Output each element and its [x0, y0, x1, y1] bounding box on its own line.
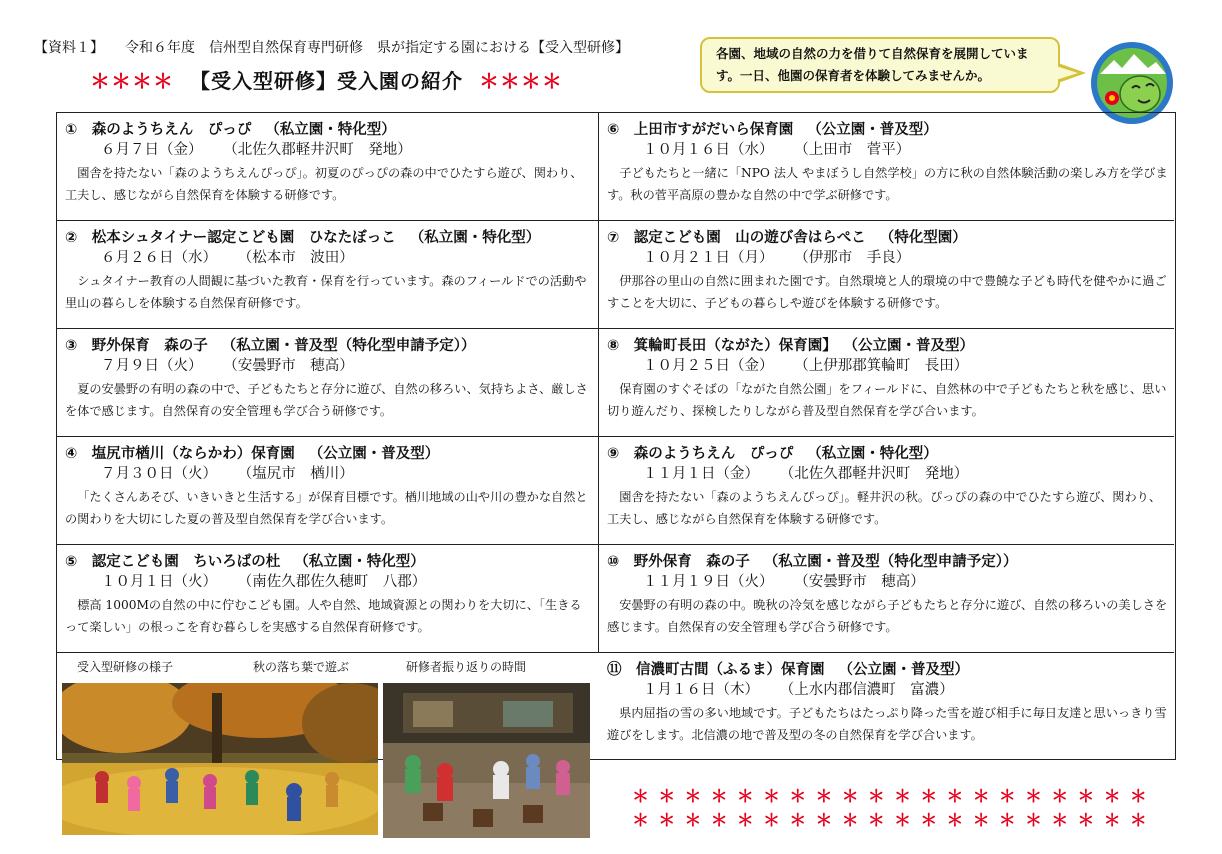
photo-caption: 受入型研修の様子	[77, 660, 174, 674]
title-text: 【受入型研修】受入園の紹介	[189, 69, 463, 93]
entry-date: ６月７日（金）	[101, 142, 203, 158]
entry-description: シュタイナー教育の人間観に基づいた教育・保育を行っています。森のフィールドでの活動や里山の暮らしを体験する自然保育研修です。	[65, 274, 587, 310]
entry-card-6	[599, 113, 1174, 221]
entry-description: 夏の安曇野の有明の森の中で、子どもたちと存分に遊び、自然の移ろい、気持ちよさ、厳しさを体で感じます。自然保育の安全管理も学び合う研修です。	[65, 382, 588, 418]
entry-location: （塩尻市 楢川）	[245, 466, 354, 482]
entry-title: ⑩ 野外保育 森の子	[607, 554, 750, 570]
entry-card-5	[57, 545, 599, 653]
entry-location: （伊那市 手良）	[801, 250, 911, 266]
entry-date: １０月２１日（月）	[643, 250, 774, 266]
entry-location: （松本市 波田）	[245, 250, 354, 266]
entry-location: （上田市 菅平）	[801, 142, 911, 158]
entry-title: ⑧ 箕輪町長田（ながた）保育園】	[607, 338, 837, 354]
entry-card-3	[57, 329, 599, 437]
entry-title: ⑤ 認定こども園 ちいろばの杜	[65, 554, 281, 570]
entry-location: （上水内郡信濃町 富濃）	[787, 682, 954, 698]
entry-location: （上伊那郡箕輪町 長田）	[801, 358, 969, 374]
entry-card-9	[599, 437, 1174, 545]
page-title	[90, 65, 563, 94]
entries-grid	[56, 112, 1176, 760]
photo-caption: 秋の落ち葉で遊ぶ	[253, 660, 350, 674]
footer-stars-row-2: ＊＊＊＊＊＊＊＊＊＊＊＊＊＊＊＊＊＊＊＊	[632, 811, 1156, 831]
entry-title: ⑨ 森のようちえん ぴっぴ	[607, 446, 794, 462]
entry-description: 安曇野の有明の森の中。晩秋の冷気を感じながら子どもたちと存分に遊び、自然の移ろいの美しさを感じます。自然保育の安全管理も学び合う研修です。	[607, 598, 1168, 634]
entry-type: （公立園・普及型）	[838, 662, 969, 678]
entry-date: １１月１日（金）	[643, 466, 759, 482]
entry-title: ② 松本シュタイナー認定こども園 ひなたぼっこ	[65, 230, 396, 246]
entry-type: （公立園・普及型）	[850, 338, 975, 354]
entry-description: 「たくさんあそび、いきいきと生活する」が保育目標です。楢川地域の山や川の豊かな自然との関わりを大切にした夏の普及型自然保育を学び合います。	[65, 490, 588, 526]
entry-type: （公立園・普及型）	[807, 122, 938, 138]
entry-location: （北佐久郡軽井沢町 発地）	[787, 466, 969, 482]
entry-description: 園舎を持たない「森のようちえんぴっぴ」。軽井沢の秋。ぴっぴの森の中でひたすら遊び、関わり、工夫し、感じながら自然保育を体験する研修です。	[607, 490, 1162, 526]
entry-date: １０月１日（火）	[101, 574, 217, 590]
entry-date: １０月１６日（水）	[643, 142, 774, 158]
entry-card-10	[599, 545, 1174, 653]
entry-title: ① 森のようちえん ぴっぴ	[65, 122, 252, 138]
title-stars-right: ＊＊＊＊	[478, 69, 563, 93]
entry-location: （北佐久郡軽井沢町 発地）	[230, 142, 412, 158]
entry-date: ７月３０日（火）	[101, 466, 217, 482]
speech-bubble: 各園、地域の自然の力を借りて自然保育を展開しています。一日、他園の保育者を体験してみませんか。	[700, 37, 1060, 93]
entry-type: （公立園・普及型）	[308, 446, 440, 462]
speech-bubble-tail-inner	[1056, 66, 1078, 80]
entry-card-11	[599, 653, 1174, 758]
entry-card-8	[599, 329, 1174, 437]
entry-date: １月１６日（木）	[643, 682, 759, 698]
entry-card-7	[599, 221, 1174, 329]
photo-caption: 研修者振り返りの時間	[406, 660, 527, 674]
entry-type: （私立園・普及型（特化型申請予定））	[221, 338, 476, 354]
photo-reflection-time	[383, 683, 590, 838]
entry-card-2	[57, 221, 599, 329]
entry-location: （安曇野市 穂高）	[801, 574, 925, 590]
entry-title: ③ 野外保育 森の子	[65, 338, 208, 354]
entry-card-1	[57, 113, 599, 221]
entry-title: ④ 塩尻市楢川（ならかわ）保育園	[65, 446, 295, 462]
entry-description: 園舎を持たない「森のようちえんぴっぴ」。初夏のぴっぴの森の中でひたすら遊び、関わり、工夫し、感じながら自然保育を体験する研修です。	[65, 166, 583, 202]
entry-date: １１月１９日（火）	[643, 574, 774, 590]
entry-title: ⑥ 上田市すがだいら保育園	[607, 122, 794, 138]
entry-location: （安曇野市 穂高）	[230, 358, 354, 374]
entry-card-4	[57, 437, 599, 545]
entry-description: 子どもたちと一緒に「NPO 法人 やまぼうし自然学校」の方に秋の自然体験活動の楽しみ方を学びます。秋の菅平高原の豊かな自然の中で学ぶ研修です。	[607, 166, 1168, 202]
entry-type: （私立園・特化型）	[294, 554, 425, 570]
entry-type: （私立園・特化型）	[409, 230, 541, 246]
entry-title: ⑦ 認定こども園 山の遊び舎はらぺこ	[607, 230, 866, 246]
title-stars-left: ＊＊＊＊	[90, 69, 174, 93]
entry-type: （私立園・特化型）	[265, 122, 396, 138]
entry-title: ⑪ 信濃町古間（ふるま）保育園	[607, 662, 825, 678]
entry-date: １０月２５日（金）	[643, 358, 774, 374]
document-header: 【資料１】 令和６年度 信州型自然保育専門研修 県が指定する園における【受入型研修】	[34, 40, 629, 56]
footer-stars-row-1: ＊＊＊＊＊＊＊＊＊＊＊＊＊＊＊＊＊＊＊＊	[632, 787, 1156, 807]
entry-type: （私立園・普及型（特化型申請予定））	[763, 554, 1018, 570]
entry-description: 保育園のすぐそばの「ながた自然公園」をフィールドに、自然林の中で子どもたちと秋を感じ、思い切り遊んだり、探検したりしながら普及型自然保育を学び合います。	[607, 382, 1167, 418]
entry-date: ６月２６日（水）	[101, 250, 217, 266]
photo-captions	[57, 656, 599, 678]
photo-autumn-leaves	[62, 683, 378, 835]
entry-type: （私立園・特化型）	[807, 446, 938, 462]
entry-description: 標高 1000Mの自然の中に佇むこども園。人や自然、地域資源との関わりを大切に、「生きるって楽しい」の根っこを育む暮らしを実感する自然保育研修です。	[65, 598, 582, 634]
entry-location: （南佐久郡佐久穂町 八郡）	[245, 574, 427, 590]
entry-date: ７月９日（火）	[101, 358, 203, 374]
entry-description: 県内屈指の雪の多い地域です。子どもたちはたっぷり降った雪を遊び相手に毎日友達と思いっきり雪遊びをします。北信濃の地で普及型の冬の自然保育を学び合います。	[607, 706, 1167, 742]
entry-type: （特化型園）	[879, 230, 967, 246]
entry-description: 伊那谷の里山の自然に囲まれた園です。自然環境と人的環境の中で豊饒な子ども時代を健やかに過ごすことを大切に、子どもの暮らしや遊びを体験する研修です。	[607, 274, 1167, 310]
